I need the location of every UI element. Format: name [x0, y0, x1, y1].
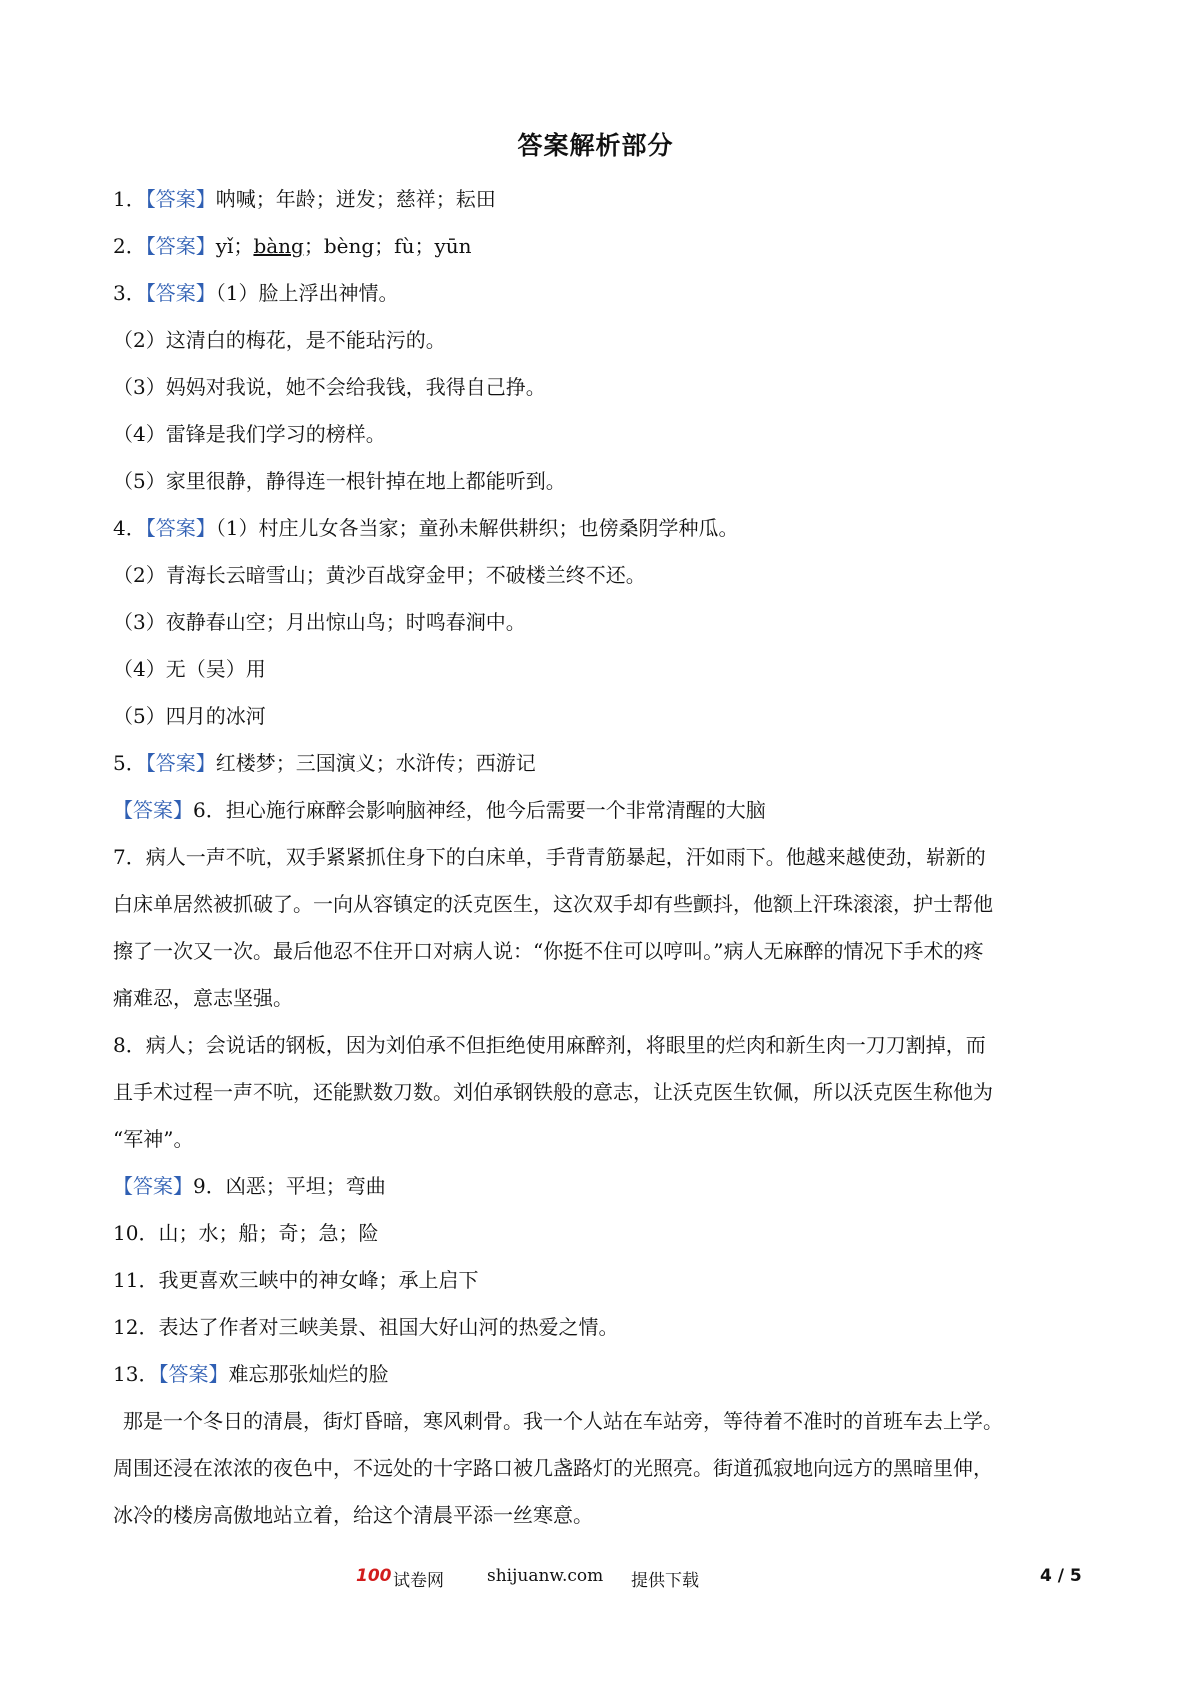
essay-line: 那是一个冬日的清晨，街灯昏暗，寒风刺骨。我一个人站在车站旁，等待着不准时的首班车去上学。 — [123, 1409, 1003, 1433]
answer-3-item: （2）这清白的梅花，是不能玷污的。 — [113, 328, 446, 352]
answer-2 — [113, 230, 1088, 277]
answer-7-line: 痛难忍，意志坚强。 — [113, 986, 293, 1010]
answer-6 — [113, 794, 1088, 841]
question-number: 4． — [113, 516, 146, 540]
answer-tag: 【答案】 — [113, 1174, 193, 1198]
question-number: 1． — [113, 187, 146, 211]
underlined-pinyin: bàng — [253, 234, 304, 258]
answer-4-item: （3）夜静春山空；月出惊山鸟；时鸣春涧中。 — [113, 610, 526, 634]
answer-9 — [113, 1170, 1088, 1217]
answer-7-line: 擦了一次又一次。最后他忍不住开口对病人说：“你挺不住可以哼叫。”病人无麻醉的情况下手术的疼 — [113, 939, 984, 963]
answer-4 — [113, 512, 1088, 559]
answer-11: 11．我更喜欢三峡中的神女峰；承上启下 — [113, 1268, 479, 1292]
answer-5 — [113, 747, 1088, 794]
question-number: 2． — [113, 234, 146, 258]
answer-1 — [113, 183, 1088, 230]
answer-text: yǐ； — [215, 234, 254, 258]
answer-4-item: （2）青海长云暗雪山；黄沙百战穿金甲；不破楼兰终不还。 — [113, 563, 646, 587]
answer-7-line: 7．病人一声不吭，双手紧紧抓住身下的白床单，手背青筋暴起，汗如雨下。他越来越使劲，崭新的 — [113, 845, 986, 869]
answer-text: 红楼梦；三国演义；水浒传；西游记 — [215, 751, 536, 775]
answer-4-item: （4）无（吴）用 — [113, 657, 266, 681]
answer-tag: 【答案】 — [113, 798, 193, 822]
answer-tag: 【答案】 — [145, 281, 216, 305]
answer-tag: 【答案】 — [145, 751, 216, 775]
answer-3-item: （3）妈妈对我说，她不会给我钱，我得自己挣。 — [113, 375, 546, 399]
page-footer — [0, 1566, 1191, 1596]
answer-tag: 【答案】 — [145, 187, 216, 211]
answer-3 — [113, 277, 1088, 324]
question-number: 5． — [113, 751, 146, 775]
answer-text: ；bèng；fù；yūn — [303, 234, 472, 258]
answer-8-line: 且手术过程一声不吭，还能默数刀数。刘伯承钢铁般的意志，让沃克医生钦佩，所以沃克医生称他为 — [113, 1080, 993, 1104]
answer-text: 9．凶恶；平坦；弯曲 — [193, 1174, 386, 1198]
answer-8-line: “军神”。 — [113, 1127, 194, 1151]
question-number: 3． — [113, 281, 146, 305]
answer-text: 呐喊；年龄；迸发；慈祥；耘田 — [215, 187, 496, 211]
essay-line: 周围还浸在浓浓的夜色中，不远处的十字路口被几盏路灯的光照亮。街道孤寂地向远方的黑暗里伸， — [113, 1456, 993, 1480]
answer-tag: 【答案】 — [145, 516, 216, 540]
question-number: 13． — [113, 1362, 159, 1386]
essay-line: 冰冷的楼房高傲地站立着，给这个清晨平添一丝寒意。 — [113, 1503, 593, 1527]
site-url[interactable]: shijuanw.com — [487, 1566, 604, 1586]
answer-8-line: 8．病人；会说话的钢板，因为刘伯承不但拒绝使用麻醉剂，将眼里的烂肉和新生肉一刀刀割掉，而 — [113, 1033, 986, 1057]
page-title: 答案解析部分 — [517, 131, 674, 160]
answer-13 — [113, 1358, 1088, 1405]
page-number: 4 / 5 — [1040, 1566, 1082, 1586]
site-name: 试卷网 — [393, 1571, 444, 1591]
answer-4-item: （5）四月的冰河 — [113, 704, 266, 728]
answer-text: （1）脸上浮出神情。 — [215, 281, 399, 305]
answer-tag: 【答案】 — [145, 234, 216, 258]
answer-tag: 【答案】 — [158, 1362, 229, 1386]
answer-text: （1）村庄儿女各当家；童孙未解供耕织；也傍桑阴学种瓜。 — [215, 516, 739, 540]
answer-3-item: （5）家里很静，静得连一根针掉在地上都能听到。 — [113, 469, 566, 493]
answer-content — [113, 183, 1088, 1546]
answer-7-line: 白床单居然被抓破了。一向从容镇定的沃克医生，这次双手却有些颤抖，他额上汗珠滚滚，护士帮他 — [113, 892, 993, 916]
answer-12: 12．表达了作者对三峡美景、祖国大好山河的热爱之情。 — [113, 1315, 619, 1339]
site-logo: 100 — [356, 1566, 392, 1586]
answer-10: 10．山；水；船；奇；急；险 — [113, 1221, 379, 1245]
answer-text: 6．担心施行麻醉会影响脑神经，他今后需要一个非常清醒的大脑 — [193, 798, 766, 822]
answer-3-item: （4）雷锋是我们学习的榜样。 — [113, 422, 386, 446]
essay-title: 难忘那张灿烂的脸 — [228, 1362, 389, 1386]
download-note: 提供下载 — [631, 1571, 699, 1591]
